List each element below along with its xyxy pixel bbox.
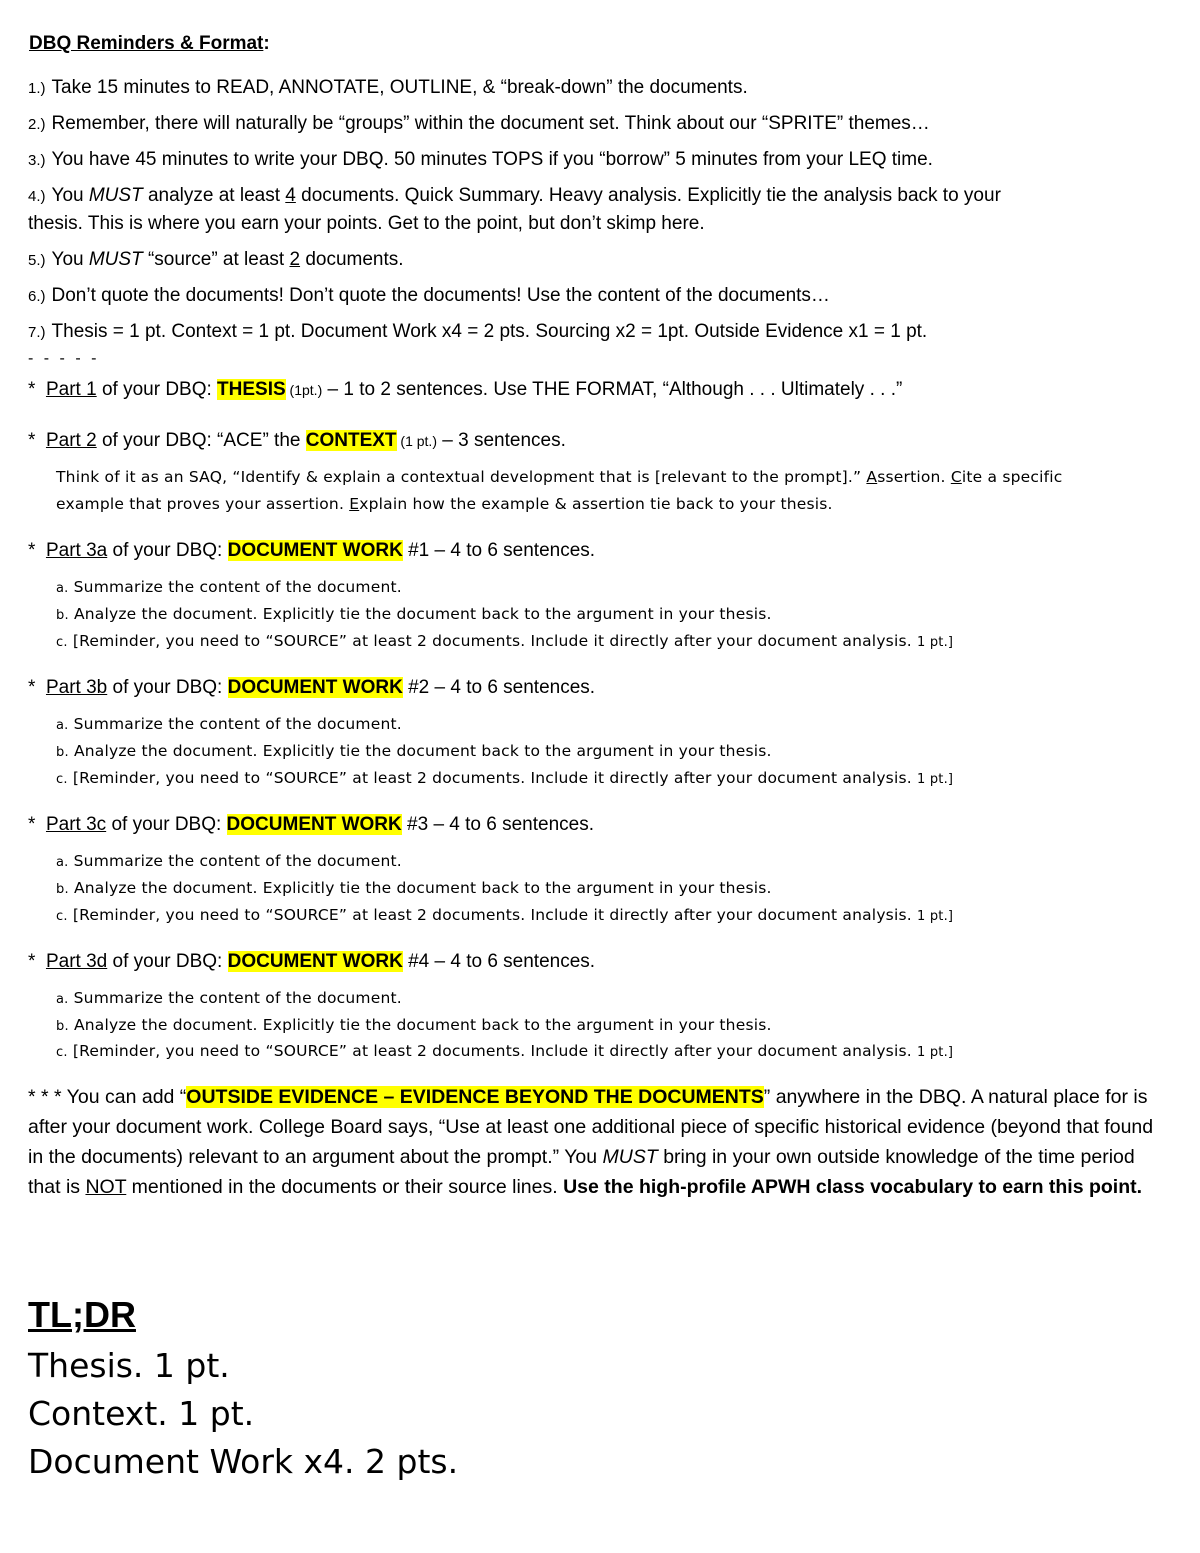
tldr-line-document-work: Document Work x4. 2 pts. <box>28 1442 459 1481</box>
context-highlight: CONTEXT <box>305 430 397 451</box>
reminder-6: 6.) Don’t quote the documents! Don’t quote the documents! Use the content of the documents… <box>28 285 830 306</box>
part-3a-step-c: c. [Reminder, you need to “SOURCE” at least 2 documents. Include it directly after your document analysis. 1 pt.] <box>56 632 954 650</box>
thesis-highlight: THESIS <box>217 379 286 400</box>
part-3a-step-a: a. Summarize the content of the document. <box>56 578 402 596</box>
part-3d-step-c: c. [Reminder, you need to “SOURCE” at least 2 documents. Include it directly after your document analysis. 1 pt.] <box>56 1042 954 1060</box>
part-3d-step-a: a. Summarize the content of the document. <box>56 989 402 1007</box>
reminder-7: 7.) Thesis = 1 pt. Context = 1 pt. Document Work x4 = 2 pts. Sourcing x2 = 1pt. Outside Evidence x1 = 1 pt. <box>28 321 928 342</box>
part-3c-step-c: c. [Reminder, you need to “SOURCE” at least 2 documents. Include it directly after your document analysis. 1 pt.] <box>56 906 954 924</box>
part-1-heading: * Part 1 of your DBQ: THESIS (1pt.) – 1 to 2 sentences. Use THE FORMAT, “Although . . . Ultimately . . .” <box>28 379 903 400</box>
outside-evidence-paragraph: * * * You can add “OUTSIDE EVIDENCE – EVIDENCE BEYOND THE DOCUMENTS” anywhere in the DBQ. A natural place for is after your document work. College Board says, “Use at least one additional piece of specific historical evidence (beyond that found in the documents) relevant to an argument about the prompt.” You MUST bring in your own outside knowledge of the time period that is NOT mentioned in the documents or their source lines. Use the high-profile APWH class vocabulary to earn this point. <box>28 1086 1154 1198</box>
tldr-line-context: Context. 1 pt. <box>28 1394 255 1433</box>
reminder-5: 5.) You MUST “source” at least 2 documents. <box>28 249 404 270</box>
reminder-1: 1.) Take 15 minutes to READ, ANNOTATE, OUTLINE, & “break-down” the documents. <box>28 77 748 98</box>
tldr-title: TL;DR <box>28 1294 136 1335</box>
part-3a-heading: * Part 3a of your DBQ: DOCUMENT WORK #1 – 4 to 6 sentences. <box>28 540 596 561</box>
part-3b-step-b: b. Analyze the document. Explicitly tie the document back to the argument in your thesis. <box>56 742 772 760</box>
part-3d-step-b: b. Analyze the document. Explicitly tie the document back to the argument in your thesis. <box>56 1016 772 1034</box>
part-3c-heading: * Part 3c of your DBQ: DOCUMENT WORK #3 – 4 to 6 sentences. <box>28 814 594 835</box>
part-3b-step-c: c. [Reminder, you need to “SOURCE” at least 2 documents. Include it directly after your document analysis. 1 pt.] <box>56 769 954 787</box>
part-3c-step-b: b. Analyze the document. Explicitly tie the document back to the argument in your thesis. <box>56 879 772 897</box>
reminder-4: 4.) You MUST analyze at least 4 documents. Quick Summary. Heavy analysis. Explicitly tie the analysis back to your <box>28 185 1001 206</box>
page-title: DBQ Reminders & Format: <box>29 33 270 54</box>
part-3b-step-a: a. Summarize the content of the document. <box>56 715 402 733</box>
tldr-line-thesis: Thesis. 1 pt. <box>28 1346 230 1385</box>
reminder-2: 2.) Remember, there will naturally be “groups” within the document set. Think about our “SPRITE” themes… <box>28 113 930 134</box>
part-2-heading: * Part 2 of your DBQ: “ACE” the CONTEXT (1 pt.) – 3 sentences. <box>28 430 566 451</box>
outside-evidence-highlight: OUTSIDE EVIDENCE – EVIDENCE BEYOND THE DOCUMENTS <box>186 1086 764 1108</box>
part-3a-step-b: b. Analyze the document. Explicitly tie the document back to the argument in your thesis. <box>56 605 772 623</box>
part-3b-heading: * Part 3b of your DBQ: DOCUMENT WORK #2 – 4 to 6 sentences. <box>28 677 596 698</box>
part-2-detail-line-1: Think of it as an SAQ, “Identify & explain a contextual development that is [relevant to the prompt].” Assertion. Cite a specific <box>56 468 1063 486</box>
divider: - - - - - <box>28 350 100 367</box>
part-3d-heading: * Part 3d of your DBQ: DOCUMENT WORK #4 – 4 to 6 sentences. <box>28 951 596 972</box>
part-3c-step-a: a. Summarize the content of the document. <box>56 852 402 870</box>
reminder-3: 3.) You have 45 minutes to write your DBQ. 50 minutes TOPS if you “borrow” 5 minutes from your LEQ time. <box>28 149 933 170</box>
reminder-4-continued: thesis. This is where you earn your points. Get to the point, but don’t skimp here. <box>28 213 705 234</box>
part-2-detail-line-2: example that proves your assertion. Explain how the example & assertion tie back to your thesis. <box>56 495 833 513</box>
